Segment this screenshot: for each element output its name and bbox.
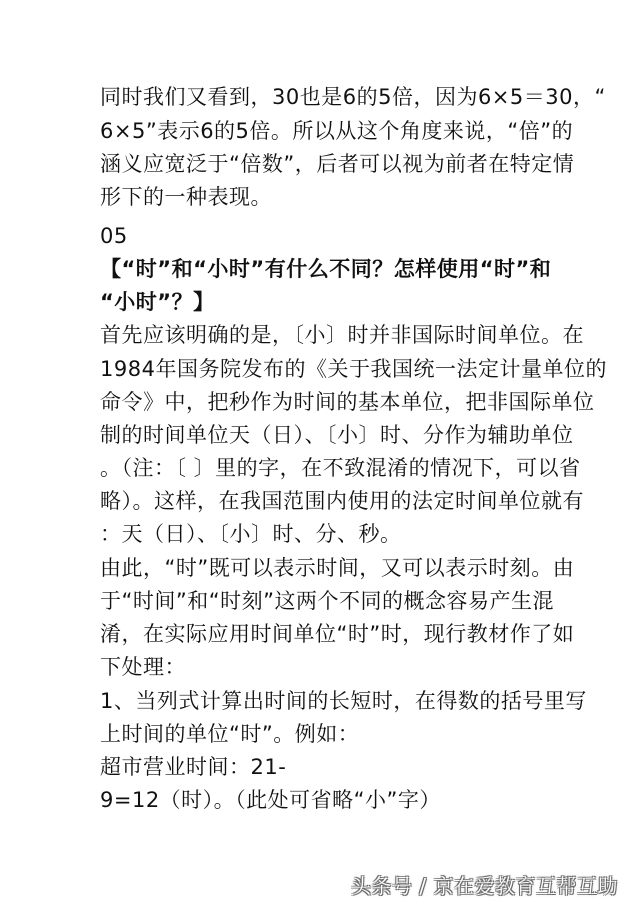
paragraph-line: 超市营业时间：21- bbox=[100, 755, 287, 779]
paragraph-line: 命令》中，把秒作为时间的基本单位，把非国际单位 bbox=[100, 390, 595, 414]
source-watermark: 头条号 / 京在爱教育互帮互助 bbox=[351, 874, 618, 898]
paragraph-line: 上时间的单位“时”。例如： bbox=[100, 722, 360, 746]
paragraph-line: 淆，在实际应用时间单位“时”时，现行教材作了如 bbox=[100, 622, 575, 646]
paragraph-line: 略）。这样，在我国范围内使用的法定时间单位就有 bbox=[100, 489, 584, 513]
paragraph-line: ：天（日）、〔小〕时、分、秒。 bbox=[100, 522, 402, 546]
paragraph-line: 同时我们又看到，30也是6的5倍，因为6×5＝30，“ bbox=[100, 85, 606, 109]
paragraph-line: 于“时间”和“时刻”这两个不同的概念容易产生混 bbox=[100, 589, 555, 613]
paragraph-line: 1984年国务院发布的《关于我国统一法定计量单位的 bbox=[100, 357, 607, 381]
paragraph-line: 9=12（时）。（此处可省略“小”字） bbox=[100, 788, 441, 812]
paragraph-line: 制的时间单位天（日）、〔小〕时、分作为辅助单位 bbox=[100, 423, 574, 447]
section-heading: “小时”？】 bbox=[100, 290, 215, 314]
section-number: 05 bbox=[100, 224, 128, 248]
section-heading: 【“时”和“小时”有什么不同？怎样使用“时”和 bbox=[100, 257, 552, 281]
paragraph-line: 涵义应宽泛于“倍数”，后者可以视为前者在特定情 bbox=[100, 152, 575, 176]
paragraph-line: 首先应该明确的是，〔小〕时并非国际时间单位。在 bbox=[100, 323, 584, 347]
paragraph-line: 1、当列式计算出时间的长短时，在得数的括号里写 bbox=[100, 689, 587, 713]
paragraph-line: 。（注：〔 〕里的字，在不致混淆的情况下，可以省 bbox=[100, 456, 581, 480]
paragraph-line: 由此，“时”既可以表示时间，又可以表示时刻。由 bbox=[100, 556, 575, 580]
paragraph-line: 下处理： bbox=[100, 655, 186, 679]
paragraph-line: 6×5”表示6的5倍。所以从这个角度来说，“倍”的 bbox=[100, 119, 574, 143]
paragraph-line: 形下的一种表现。 bbox=[100, 185, 272, 209]
